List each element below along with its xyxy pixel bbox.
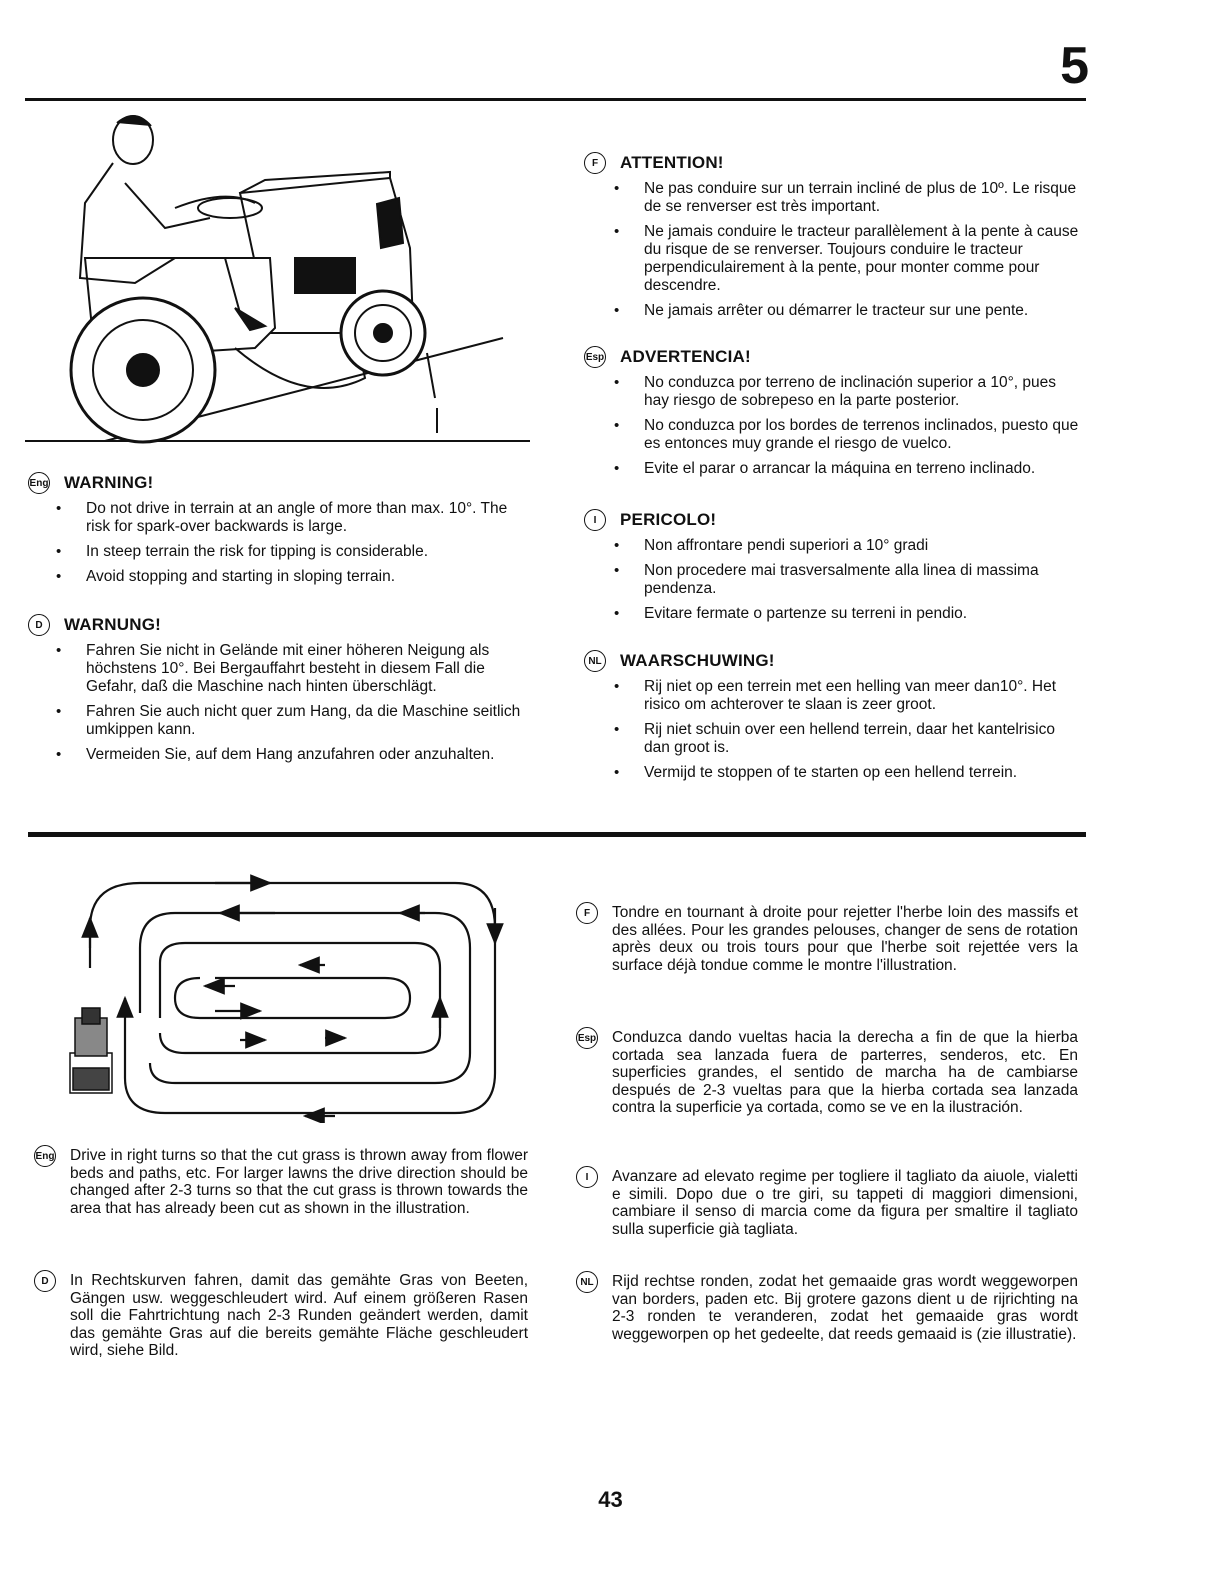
mowing-it-text: Avanzare ad elevato regime per togliere il tagliato da aiuole, vialetti e simili. Dopo due o tre giri, su tappeti di maggiori dimensioni, cambiare il senso di marcia come da figura per smaltire il tagliato sulla superficie già tagliata. — [612, 1168, 1078, 1238]
header-rule — [25, 98, 1086, 101]
list-item: • Fahren Sie auch nicht quer zum Hang, da die Maschine seitlich umkippen kann. — [56, 703, 528, 739]
warning-nl-title: WAARSCHUWING! — [620, 651, 775, 670]
list-item: • Evite el parar o arrancar la máquina en terreno inclinado. — [614, 460, 1080, 478]
warning-it — [584, 507, 1080, 630]
lang-nl-icon: NL — [576, 1271, 598, 1293]
lang-d-icon: D — [34, 1270, 56, 1292]
list-item: • In steep terrain the risk for tipping is considerable. — [56, 543, 528, 561]
mowing-en — [35, 1147, 528, 1217]
mowing-it — [585, 1168, 1078, 1238]
list-item: • Vermijd te stoppen of te starten op een hellend terrein. — [614, 764, 1080, 782]
list-item: • Ne jamais arrêter ou démarrer le tracteur sur une pente. — [614, 302, 1080, 320]
mowing-en-text: Drive in right turns so that the cut grass is thrown away from flower beds and paths, etc. For larger lawns the drive direction should be changed after 2-3 turns so that the cut grass is thrown towards the area that has already been cut as shown in the illustration. — [70, 1147, 528, 1217]
mowing-nl-text: Rijd rechtse ronden, zodat het gemaaide gras wordt weggeworpen van borders, paden etc. Bij grotere gazons dient u de rijrichting na 2-3 ronden te veranderen, zodat het gemaaide gras wordt weggeworpen op het gedeelte, dat reeds gemaaid is (zie illustratie). — [612, 1273, 1078, 1343]
list-item: • Ne pas conduire sur un terrain incliné de plus de 10º. Le risque de se renverser est très important. — [614, 180, 1080, 216]
list-item: • Fahren Sie nicht in Gelände mit einer höheren Neigung als höchstens 10°. Bei Bergauffahrt besteht in diesem Fall die Gefahr, daß die Maschine nach hinten überschlägt. — [56, 642, 528, 696]
chapter-number: 5 — [1060, 37, 1089, 95]
mowing-fr — [583, 904, 1078, 974]
warning-es-title: ADVERTENCIA! — [620, 347, 751, 366]
warning-fr — [584, 150, 1080, 327]
mowing-es — [577, 1029, 1078, 1117]
list-item: • Non affrontare pendi superiori a 10° gradi — [614, 537, 1080, 555]
warning-en — [28, 470, 528, 593]
lang-eng-icon: Eng — [34, 1145, 56, 1167]
warning-en-title: WARNING! — [64, 473, 154, 492]
lang-i-icon: I — [576, 1166, 598, 1188]
list-item: • Avoid stopping and starting in sloping terrain. — [56, 568, 528, 586]
lang-i-icon: I — [584, 509, 606, 531]
list-item: • No conduzca por terreno de inclinación superior a 10°, pues hay riesgo de sobrepeso en la parte posterior. — [614, 374, 1080, 410]
warning-es — [584, 344, 1080, 485]
lang-eng-icon: Eng — [28, 472, 50, 494]
list-item: • No conduzca por los bordes de terrenos inclinados, puesto que es entonces muy grande el riesgo de vuelco. — [614, 417, 1080, 453]
mowing-pattern-illustration — [55, 868, 515, 1123]
lang-esp-icon: Esp — [576, 1027, 598, 1049]
warning-de-title: WARNUNG! — [64, 615, 161, 634]
warning-it-title: PERICOLO! — [620, 510, 717, 529]
mowing-de-text: In Rechtskurven fahren, damit das gemähte Gras von Beeten, Gängen usw. weggeschleudert wird. Auf einem größeren Rasen soll die Fahrtrichtung nach 2-3 Runden geändert werden, damit das gemähte Gras auf die bereits gemähte Fläche geschleudert wird, siehe Bild. — [70, 1272, 528, 1359]
mowing-de — [41, 1272, 528, 1360]
list-item: • Ne jamais conduire le tracteur parallèlement à la pente à cause du risque de se renverser. Toujours conduire le tracteur perpendiculairement à la pente, pour monter comme pour descendre. — [614, 223, 1080, 295]
list-item: • Vermeiden Sie, auf dem Hang anzufahren oder anzuhalten. — [56, 746, 528, 764]
warning-fr-title: ATTENTION! — [620, 153, 724, 172]
section-divider — [28, 832, 1086, 837]
list-item: • Rij niet op een terrein met een helling van meer dan10°. Het risico om achterover te slaan is zeer groot. — [614, 678, 1080, 714]
tractor-on-slope-illustration — [25, 108, 535, 448]
lang-f-icon: F — [576, 902, 598, 924]
mowing-es-text: Conduzca dando vueltas hacia la derecha a fin de que la hierba cortada sea lanzada fuera de parterres, senderos, etc. En superficies grandes, el sentido de marcha ha de cambiarse después de 2-3 vueltas para que la hierba cortada sea lanzada contra la superficie ya cortada, como se ve en la ilustración. — [612, 1029, 1078, 1116]
mowing-fr-text: Tondre en tournant à droite pour rejetter l'herbe loin des massifs et des allées. Pour les grandes pelouses, changer de sens de rotation après deux ou trois tours pour que l'herbe soit rejettée vers la surface déjà tondue comme le montre l'illustration. — [612, 904, 1078, 974]
warning-de — [28, 612, 528, 771]
list-item: • Evitare fermate o partenze su terreni in pendio. — [614, 605, 1080, 623]
mowing-nl — [580, 1273, 1078, 1343]
lang-d-icon: D — [28, 614, 50, 636]
lang-nl-icon: NL — [584, 650, 606, 672]
lang-esp-icon: Esp — [584, 346, 606, 368]
lang-f-icon: F — [584, 152, 606, 174]
list-item: • Rij niet schuin over een hellend terrein, daar het kantelrisico dan groot is. — [614, 721, 1080, 757]
page-number: 43 — [598, 1487, 623, 1512]
list-item: • Non procedere mai trasversalmente alla linea di massima pendenza. — [614, 562, 1080, 598]
warning-nl — [584, 648, 1080, 789]
list-item: • Do not drive in terrain at an angle of more than max. 10°. The risk for spark-over backwards is large. — [56, 500, 528, 536]
